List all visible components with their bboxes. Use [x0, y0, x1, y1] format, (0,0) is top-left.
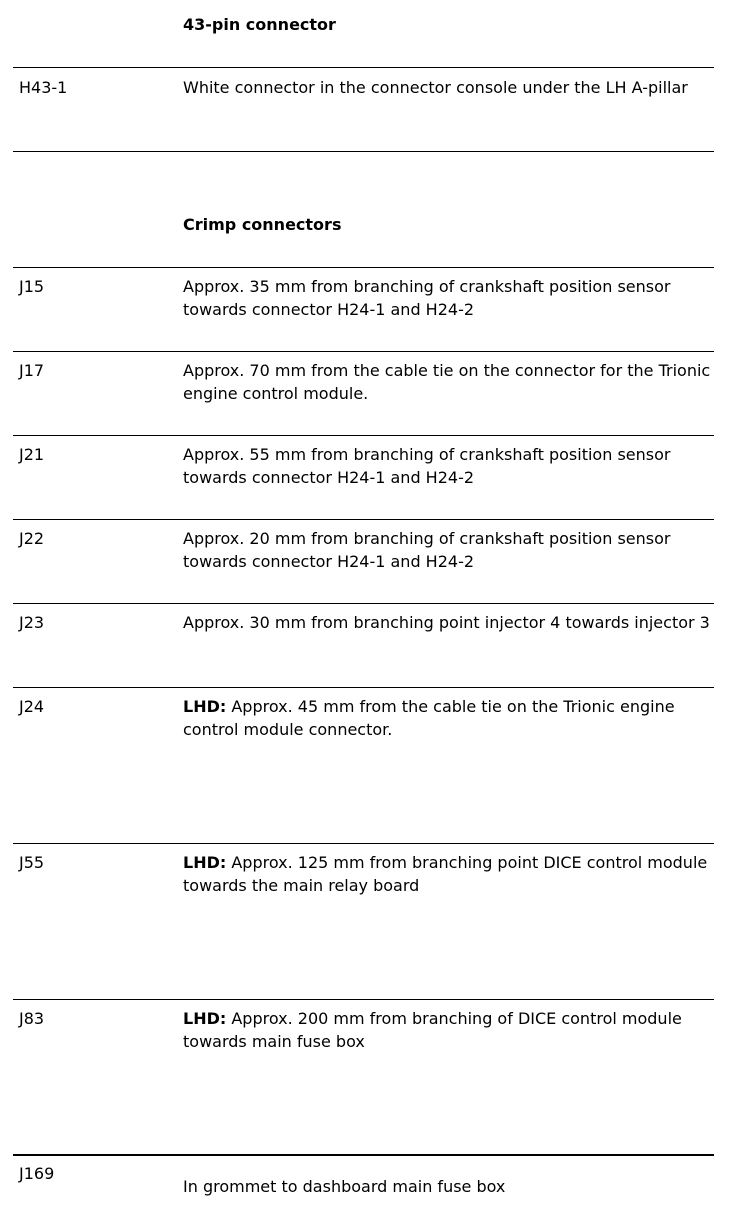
table-rule	[13, 1154, 714, 1156]
table-rule	[13, 351, 714, 352]
connector-code: J17	[19, 361, 45, 380]
connector-location	[183, 1007, 713, 1053]
table-rule	[13, 519, 714, 520]
table-rule	[13, 999, 714, 1000]
connector-location: Approx. 70 mm from the cable tie on the connector for the Trionic engine control module.	[183, 361, 711, 403]
table-rule	[13, 435, 714, 436]
table-rule	[13, 267, 714, 268]
connector-location: Approx. 30 mm from branching point injector 4 towards injector 3	[183, 613, 710, 632]
connector-code: J55	[19, 853, 45, 872]
market-prefix: LHD:	[183, 1009, 227, 1028]
connector-code: J22	[19, 529, 45, 548]
section-heading-43-pin: 43-pin connector	[183, 15, 336, 34]
connector-location	[183, 695, 713, 741]
connector-code: J169	[19, 1164, 55, 1183]
section-heading-crimp: Crimp connectors	[183, 215, 342, 234]
connector-code: J23	[19, 613, 45, 632]
table-rule	[13, 67, 714, 68]
location-text: Approx. 200 mm from branching of DICE control module towards main fuse box	[183, 1009, 682, 1051]
connector-code: J15	[19, 277, 45, 296]
connector-code: H43-1	[19, 78, 68, 97]
table-rule	[13, 603, 714, 604]
connector-location: White connector in the connector console under the LH A-pillar	[183, 78, 688, 97]
market-prefix: LHD:	[183, 853, 227, 872]
connector-location: In grommet to dashboard main fuse box	[183, 1177, 506, 1196]
table-rule	[13, 843, 714, 844]
connector-location: Approx. 20 mm from branching of crankshaft position sensor towards connector H24-1 and H24-2	[183, 529, 671, 571]
table-rule	[13, 151, 714, 152]
connector-code: J21	[19, 445, 45, 464]
connector-code: J83	[19, 1009, 45, 1028]
location-text: Approx. 125 mm from branching point DICE control module towards the main relay board	[183, 853, 708, 895]
location-text: Approx. 45 mm from the cable tie on the Trionic engine control module connector.	[183, 697, 675, 739]
connector-location: Approx. 35 mm from branching of crankshaft position sensor towards connector H24-1 and H24-2	[183, 277, 671, 319]
connector-code: J24	[19, 697, 45, 716]
connector-location	[183, 851, 713, 897]
table-rule	[13, 687, 714, 688]
market-prefix: LHD:	[183, 697, 227, 716]
connector-location: Approx. 55 mm from branching of crankshaft position sensor towards connector H24-1 and H24-2	[183, 445, 671, 487]
